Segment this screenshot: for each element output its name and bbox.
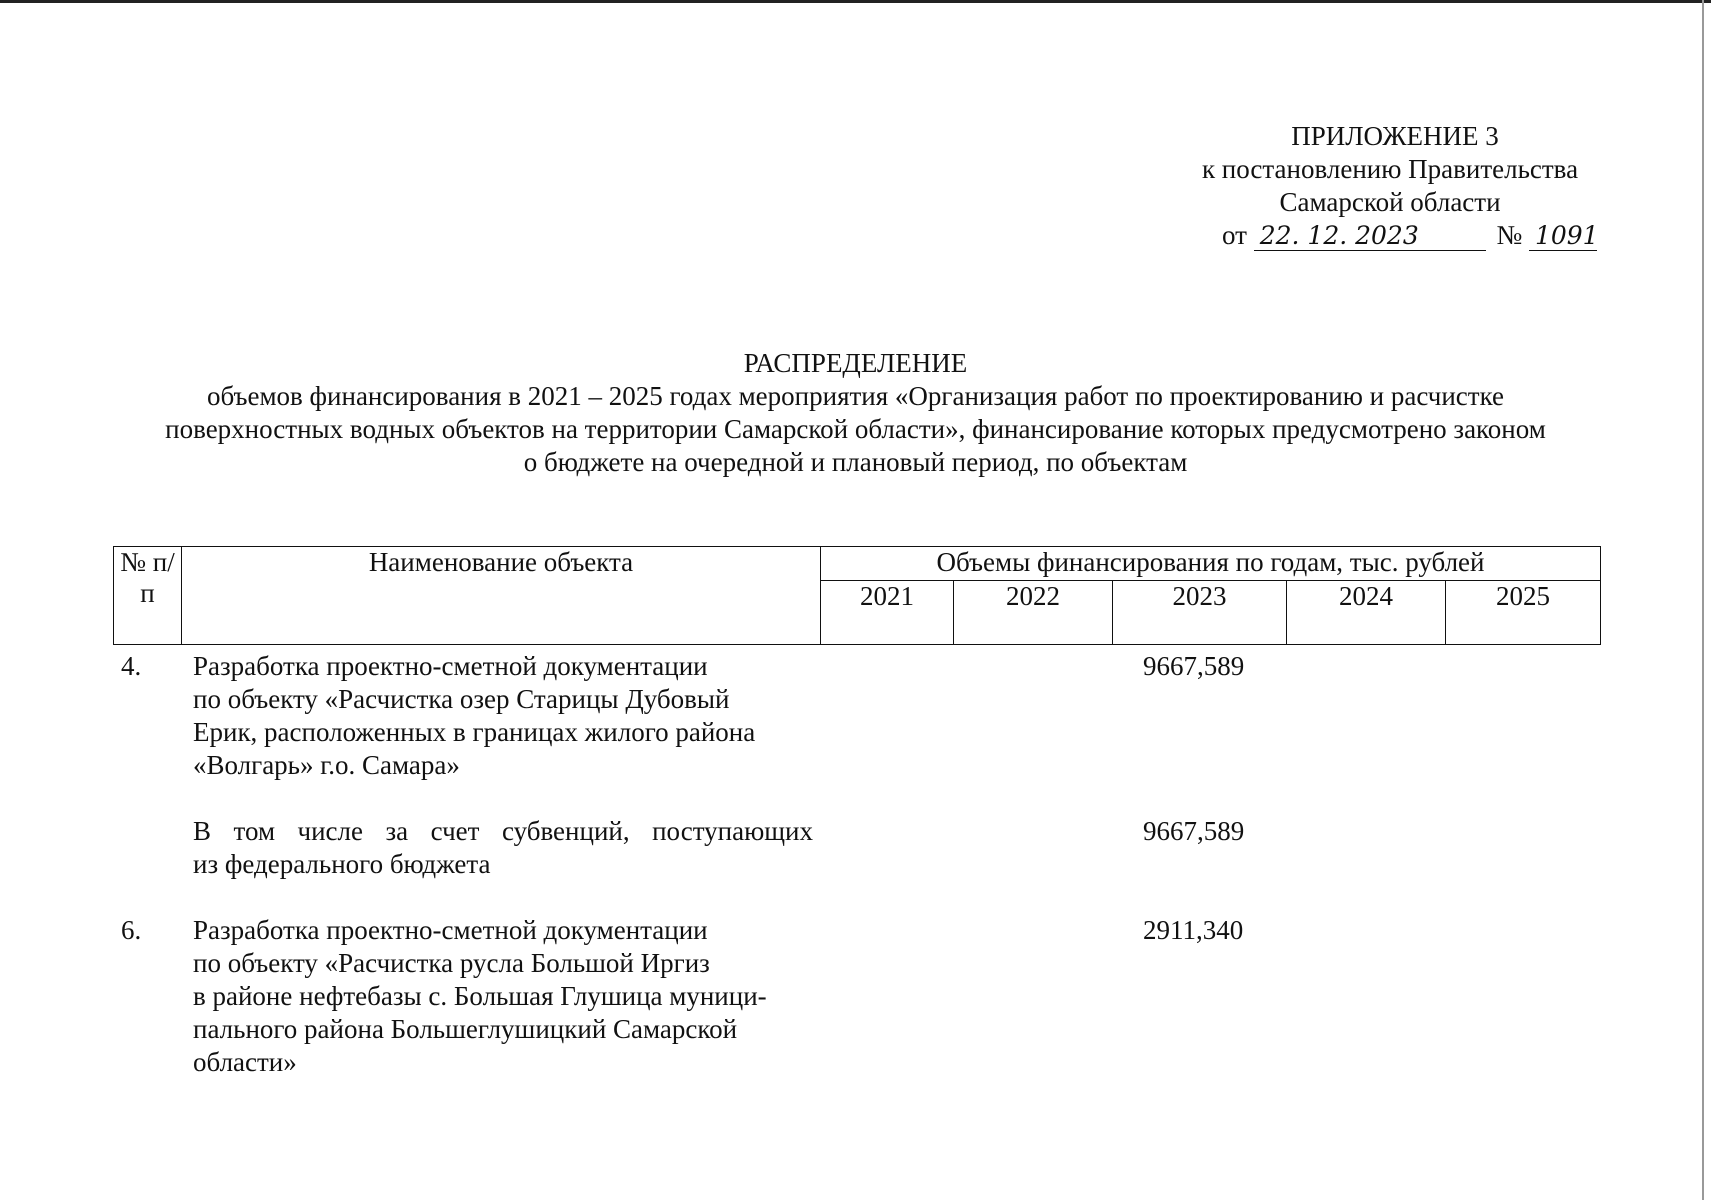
appendix-line-3: Самарской области [1279, 187, 1501, 217]
object-name-line: Разработка проектно-сметной документации [193, 915, 708, 945]
document-heading: РАСПРЕДЕЛЕНИЕ [743, 348, 968, 378]
table-row [113, 650, 1603, 782]
date-prefix: от [1222, 220, 1247, 250]
header-name-column: Наименование объекта [182, 547, 821, 645]
object-name [193, 914, 813, 1079]
funding-2023-value: 9667,589 [1143, 816, 1245, 846]
appendix-title: ПРИЛОЖЕНИЕ 3 [1291, 121, 1499, 151]
table-row [113, 914, 1603, 1079]
object-name [193, 815, 813, 881]
decree-date-line [1222, 220, 1597, 251]
object-name-line: по объекту «Расчистка озер Старицы Дубовый [193, 684, 730, 714]
object-name-line: Разработка проектно-сметной документации [193, 651, 708, 681]
header-year-2021: 2021 [821, 581, 954, 645]
object-name-line: по объекту «Расчистка русла Большой Иргиз [193, 948, 710, 978]
row-number: 6. [121, 915, 142, 945]
header-funding-column: Объемы финансирования по годам, тыс. рублей [821, 547, 1601, 581]
object-name-line: области» [193, 1047, 297, 1077]
appendix-block [1160, 120, 1620, 219]
object-name-line: «Волгарь» г.о. Самара» [193, 750, 460, 780]
handwritten-number: 1091 [1529, 221, 1597, 251]
number-prefix: № [1496, 220, 1523, 250]
funding-table-body [113, 650, 1603, 1079]
funding-2023-value: 9667,589 [1143, 651, 1245, 681]
table-row [113, 815, 1603, 881]
header-year-2022: 2022 [954, 581, 1113, 645]
subtitle-line-3: о бюджете на очередной и плановый период, по объектам [523, 447, 1188, 477]
object-name-line: пального района Большеглушицкий Самарской [193, 1014, 738, 1044]
object-name-line: в районе нефтебазы с. Большая Глушица муници- [193, 981, 767, 1011]
object-name-line: В том числе за счет субвенций, поступающих [193, 816, 813, 846]
appendix-line-2: к постановлению Правительства [1201, 154, 1579, 184]
handwritten-date: 22. 12. 2023 [1254, 221, 1486, 251]
row-number: 4. [121, 651, 142, 681]
scan-edge-top [0, 0, 1711, 3]
document-title-block [100, 347, 1611, 479]
header-number-column: № п/п [114, 547, 182, 645]
header-year-2025: 2025 [1446, 581, 1601, 645]
header-year-2023: 2023 [1113, 581, 1287, 645]
object-name-line: из федерального бюджета [193, 849, 491, 879]
header-year-2024: 2024 [1287, 581, 1446, 645]
object-name [193, 650, 813, 782]
subtitle-line-1: объемов финансирования в 2021 – 2025 годах мероприятия «Организация работ по проектированию и расчистке [206, 381, 1505, 411]
object-name-line: Ерик, расположенных в границах жилого района [193, 717, 756, 747]
funding-2023-value: 2911,340 [1143, 915, 1244, 945]
subtitle-line-2: поверхностных водных объектов на территории Самарской области», финансирование которых предусмотрено законом [165, 414, 1546, 444]
scan-edge-right [1702, 0, 1704, 1200]
funding-table-header [113, 546, 1601, 645]
